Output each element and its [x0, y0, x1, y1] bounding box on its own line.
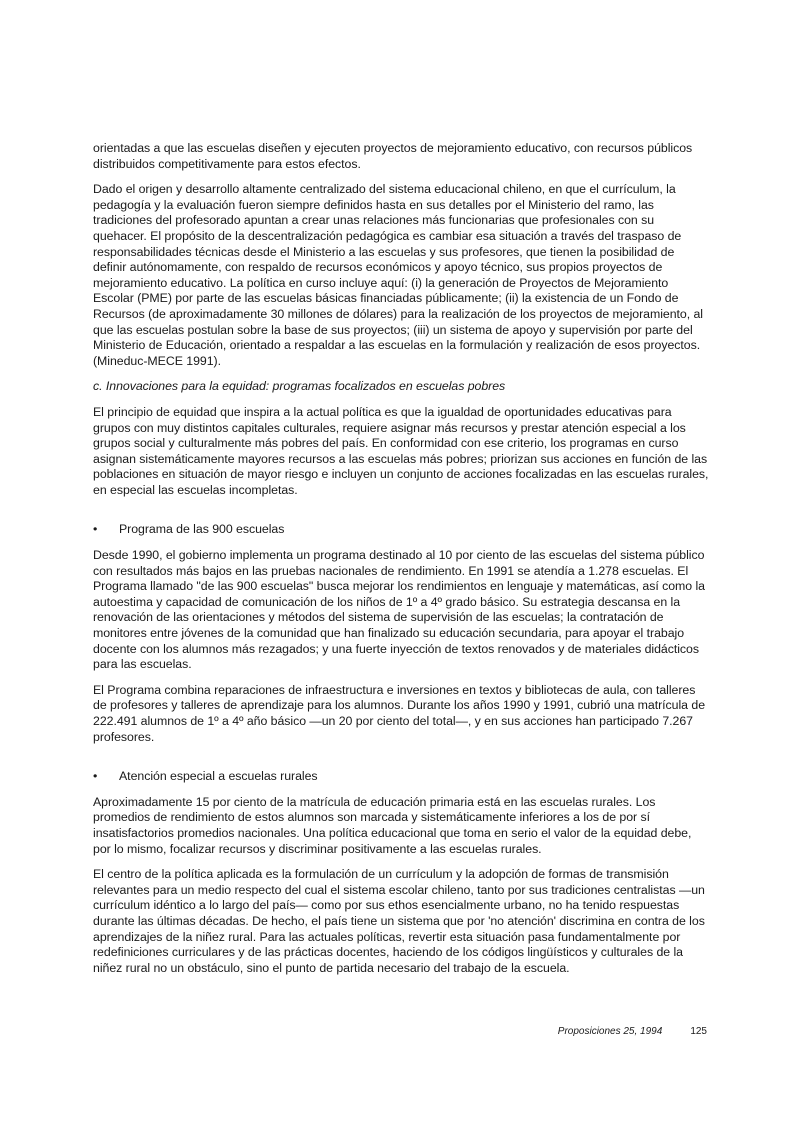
bullet-2-paragraph-2: El centro de la política aplicada es la formulación de un currículum y la adopción de formas de transmisión relevantes para un medio respecto del cual el sistema escolar chileno, tanto por sus tradiciones centralistas —un currículum idéntico a lo largo del país— como por sus ethos esencialmente urbano, no ha tenido respuestas durante las últimas décadas. De hecho, el país tiene un sistema que por 'no atención' discrimina en contra de los aprendizajes de la niñez rural. Para las actuales políticas, revertir esta situación pasa fundamentalmente por redefiniciones curriculares y de las prácticas docentes, haciendo de los códigos lingüísticos y culturales de la niñez rural no un obstáculo, sino el punto de partida necesario del trabajo de la escuela.	[93, 867, 705, 975]
page-number: 125	[690, 1026, 707, 1037]
section-paragraph: El principio de equidad que inspira a la actual política es que la igualdad de oportunidades educativas para grupos con muy distintos capitales culturales, requiere asignar más recursos y prestar atención especial a los grupos social y culturalmente más pobres del país. En conformidad con ese criterio, los programas en curso asignan sistemáticamente mayores recursos a las escuelas más pobres; priorizan sus acciones en función de las poblaciones en situación de mayor riesgo e incluyen un conjunto de acciones focalizadas en las escuelas rurales, en especial las escuelas incompletas.	[93, 404, 709, 497]
journal-citation: Proposiciones 25, 1994	[557, 1026, 663, 1037]
intro-paragraph-2: Dado el origen y desarrollo altamente centralizado del sistema educacional chileno, en que el currículum, la pedagogía y la evaluación fueron siempre definidos hasta en sus detalles por el Ministerio del ramo, las tradiciones del profesorado apuntan a crear unas relaciones más funcionarias que profesionales con su quehacer. El propósito de la descentralización pedagógica es cambiar esa situación a través del traspaso de responsabilidades técnicas desde el Ministerio a las escuelas y sus profesores, que tienen la posibilidad de definir autónomamente, con respaldo de recursos económicos y apoyo técnico, sus propios proyectos de mejoramiento educativo. La política en curso incluye aquí: (i) la generación de Proyectos de Mejoramiento Escolar (PME) por parte de las escuelas básicas financiadas públicamente; (ii) la existencia de un Fondo de Recursos (de aproximadamente 30 millones de dólares) para la realización de los proyectos de mejoramiento, al que las escuelas postulan sobre la base de sus proyectos; (iii) un sistema de apoyo y supervisión por parte del Ministerio de Educación, orientado a respaldar a las escuelas en la formulación y realización de esos proyectos. (Mineduc-MECE 1991).	[93, 182, 703, 368]
bullet-label: Atención especial a escuelas rurales	[119, 769, 318, 784]
intro-paragraph-1: orientadas a que las escuelas diseñen y ejecuten proyectos de mejoramiento educativo, con recursos públicos distribuidos competitivamente para estos efectos.	[93, 141, 693, 171]
bullet-2-paragraph-1: Aproximadamente 15 por ciento de la matrícula de educación primaria está en las escuelas rurales. Los promedios de rendimiento de estos alumnos son marcada y sistemáticamente inferiores a los de por sí insatisfactorios promedios nacionales. Una política educacional que toma en serio el valor de la equidad debe, por lo mismo, focalizar recursos y discriminar positivamente a las escuelas rurales.	[93, 794, 692, 856]
bullet-heading-900-escuelas	[93, 522, 710, 538]
bullet-heading-escuelas-rurales	[93, 769, 710, 785]
section-heading: c. Innovaciones para la equidad: programas focalizados en escuelas pobres	[93, 379, 506, 394]
bullet-1-paragraph-1: Desde 1990, el gobierno implementa un programa destinado al 10 por ciento de las escuelas del sistema público con resultados más bajos en las pruebas nacionales de rendimiento. En 1991 se atendía a 1.278 escuelas. El Programa llamado "de las 900 escuelas" busca mejorar los rendimientos en lenguaje y matemáticas, así como la autoestima y capacidad de comunicación de los niños de 1º a 4º grado básico. Su estrategia descansa en la renovación de las orientaciones y métodos del sistema de supervisión de las escuelas; la contratación de monitores entre jóvenes de la comunidad que han finalizado su educación secundaria, para apoyar el trabajo docente con los alumnos más rezagados; y una fuerte inyección de textos renovados y de materiales didácticos para las escuelas.	[93, 548, 705, 672]
page-body	[93, 141, 710, 986]
bullet-icon: •	[93, 769, 98, 784]
bullet-label: Programa de las 900 escuelas	[119, 522, 285, 537]
bullet-1-paragraph-2: El Programa combina reparaciones de infraestructura e inversiones en textos y bibliotecas de aula, con talleres de profesores y talleres de aprendizaje para los alumnos. Durante los años 1990 y 1991, cubrió una matrícula de 222.491 alumnos de 1º a 4º año básico —un 20 por ciento del total—, y en sus acciones han participado 7.267 profesores.	[93, 682, 706, 744]
page-footer	[93, 1026, 707, 1037]
bullet-icon: •	[93, 522, 98, 537]
